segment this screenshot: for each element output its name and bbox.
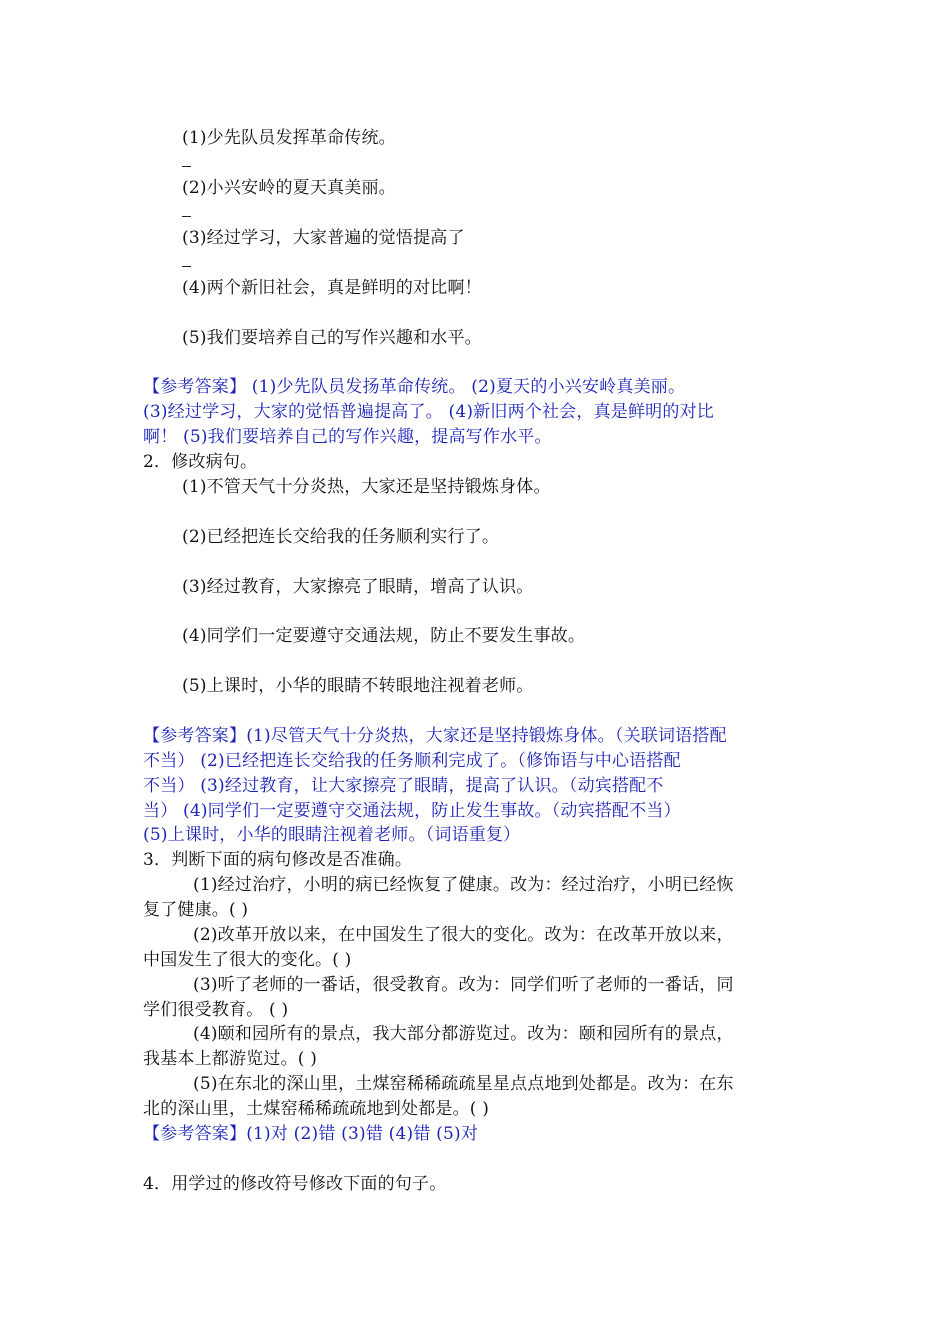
s1-answer-line-1: 【参考答案】 (1)少先队员发扬革命传统。 (2)夏天的小兴安岭真美丽。 [143,377,686,397]
s3-line-1: (1)经过治疗，小明的病已经恢复了健康。改为：经过治疗，小明已经恢 [193,875,734,895]
s3-line-10: 北的深山里，土煤窑稀稀疏疏地到处都是。( ) [143,1099,490,1119]
s2-item-3: (3)经过教育，大家擦亮了眼睛，增高了认识。 [182,577,534,597]
blank-line-2 [182,216,191,217]
s4-heading: 4．用学过的修改符号修改下面的句子。 [143,1174,447,1194]
s1-answer-line-3: 啊！ (5)我们要培养自己的写作兴趣，提高写作水平。 [143,427,552,447]
s2-answer-line-1: 【参考答案】(1)尽管天气十分炎热，大家还是坚持锻炼身体。（关联词语搭配 [143,726,727,746]
s2-heading: 2．修改病句。 [143,452,258,472]
s3-line-5: (3)听了老师的一番话，很受教育。改为：同学们听了老师的一番话，同 [193,975,734,995]
s2-answer-line-5: (5)上课时，小华的眼睛注视着老师。（词语重复） [143,825,521,845]
s1-item-2: (2)小兴安岭的夏天真美丽。 [182,178,396,198]
s2-answer-line-4: 当） (4)同学们一定要遵守交通法规，防止发生事故。（动宾搭配不当） [143,801,681,821]
s2-item-5: (5)上课时，小华的眼睛不转眼地注视着老师。 [182,676,534,696]
blank-line-3 [182,266,191,267]
s3-line-8: 我基本上都游览过。( ) [143,1049,318,1069]
s3-line-6: 学们很受教育。 ( ) [143,1000,289,1020]
s3-line-3: (2)改革开放以来，在中国发生了很大的变化。改为：在改革开放以来， [193,925,734,945]
blank-line-1 [182,166,191,167]
s2-item-4: (4)同学们一定要遵守交通法规，防止不要发生事故。 [182,626,586,646]
s1-answer-line-2: (3)经过学习，大家的觉悟普遍提高了。 (4)新旧两个社会，真是鲜明的对比 [143,402,714,422]
s3-line-2: 复了健康。( ) [143,900,249,920]
s2-item-1: (1)不管天气十分炎热，大家还是坚持锻炼身体。 [182,477,551,497]
s3-line-9: (5)在东北的深山里，土煤窑稀稀疏疏星星点点地到处都是。改为：在东 [193,1074,734,1094]
s3-heading: 3．判断下面的病句修改是否准确。 [143,850,413,870]
s1-item-3: (3)经过学习，大家普遍的觉悟提高了 [182,228,465,248]
s2-item-2: (2)已经把连长交给我的任务顺利实行了。 [182,527,500,547]
s1-item-4: (4)两个新旧社会，真是鲜明的对比啊！ [182,278,482,298]
s1-item-5: (5)我们要培养自己的写作兴趣和水平。 [182,328,482,348]
s3-line-7: (4)颐和园所有的景点，我大部分都游览过。改为：颐和园所有的景点， [193,1024,734,1044]
s1-item-1: (1)少先队员发挥革命传统。 [182,128,396,148]
s2-answer-line-2: 不当） (2)已经把连长交给我的任务顺利完成了。（修饰语与中心语搭配 [143,751,681,771]
s3-answer: 【参考答案】(1)对 (2)错 (3)错 (4)错 (5)对 [143,1124,479,1144]
s2-answer-line-3: 不当） (3)经过教育，让大家擦亮了眼睛，提高了认识。（动宾搭配不 [143,776,664,796]
s3-line-4: 中国发生了很大的变化。( ) [143,950,352,970]
